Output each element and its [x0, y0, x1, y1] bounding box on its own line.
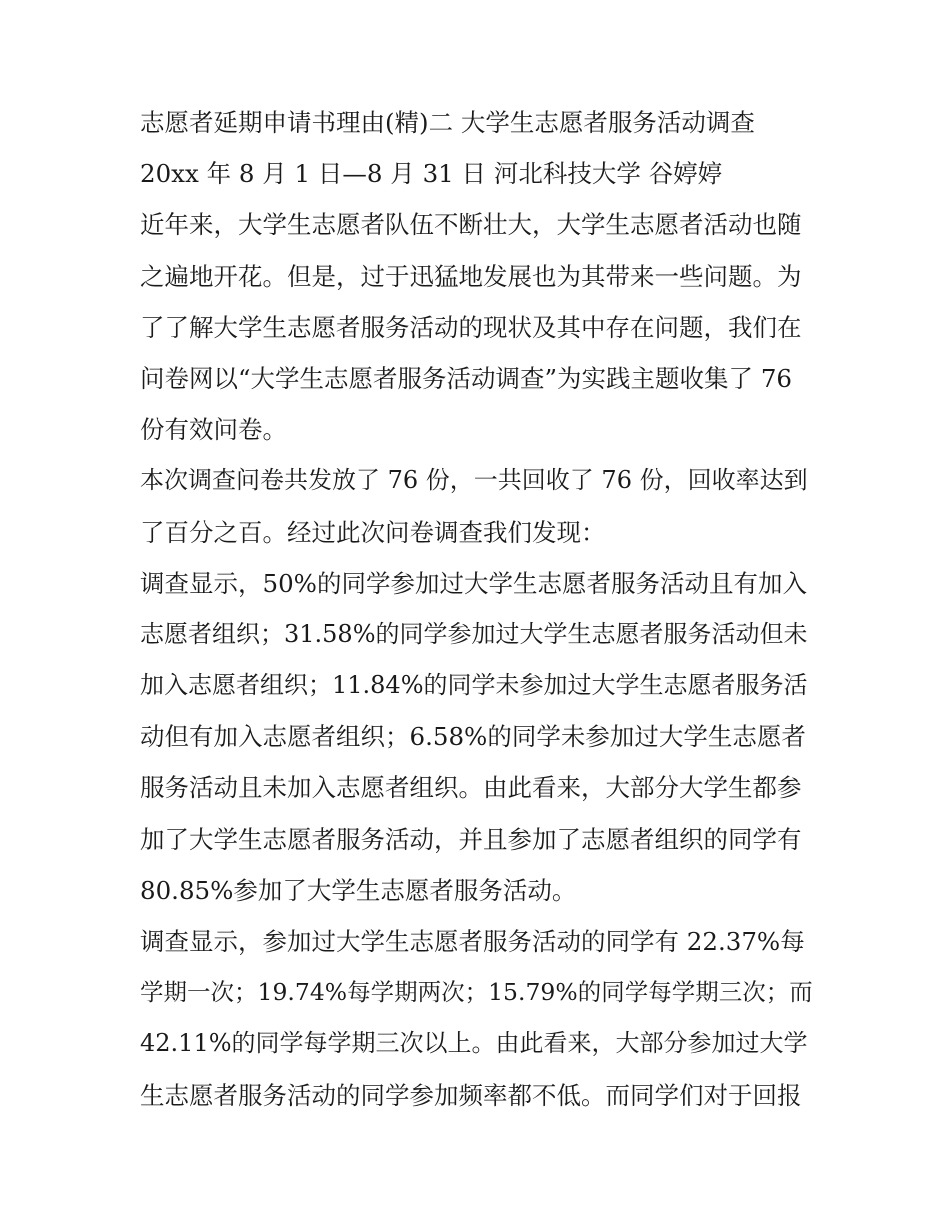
text-line: 生志愿者服务活动的同学参加频率都不低。而同学们对于回报	[140, 1080, 802, 1110]
text-line: 近年来，大学生志愿者队伍不断壮大，大学生志愿者活动也随	[140, 210, 802, 240]
document-body	[140, 110, 820, 1134]
text-line: 了百分之百。经过此次问卷调查我们发现：	[140, 517, 606, 547]
document-title-line: 志愿者延期申请书理由(精)二 大学生志愿者服务活动调查	[140, 108, 755, 137]
text-line: 调查显示，50%的同学参加过大学生志愿者服务活动且有加入	[140, 568, 807, 598]
text-line: 问卷网以“大学生志愿者服务活动调查”为实践主题收集了 76	[140, 363, 793, 393]
text-line: 动但有加入志愿者组织；6.58%的同学未参加过大学生志愿者	[140, 722, 806, 752]
text-line: 份有效问卷。	[140, 415, 287, 445]
text-line: 加了大学生志愿者服务活动，并且参加了志愿者组织的同学有	[140, 824, 802, 854]
text-line: 服务活动且未加入志愿者组织。由此看来，大部分大学生都参	[140, 773, 802, 803]
document-date-author-line: 20xx 年 8 月 1 日—8 月 31 日 河北科技大学 谷婷婷	[140, 159, 723, 189]
text-line: 42.11%的同学每学期三次以上。由此看来，大部分参加过大学	[140, 1029, 808, 1058]
text-line: 调查显示，参加过大学生志愿者服务活动的同学有 22.37%每	[140, 927, 805, 956]
text-line: 本次调查问卷共发放了 76 份，一共回收了 76 份，回收率达到	[140, 466, 808, 495]
text-line: 之遍地开花。但是，过于迅猛地发展也为其带来一些问题。为	[140, 261, 802, 291]
text-line: 加入志愿者组织；11.84%的同学未参加过大学生志愿者服务活	[140, 671, 808, 700]
text-line: 80.85%参加了大学生志愿者服务活动。	[140, 875, 577, 905]
text-line: 志愿者组织；31.58%的同学参加过大学生志愿者服务活动但未	[140, 619, 808, 648]
text-line: 了了解大学生志愿者服务活动的现状及其中存在问题，我们在	[140, 312, 802, 342]
text-line: 学期一次；19.74%每学期两次；15.79%的同学每学期三次；而	[140, 978, 813, 1007]
